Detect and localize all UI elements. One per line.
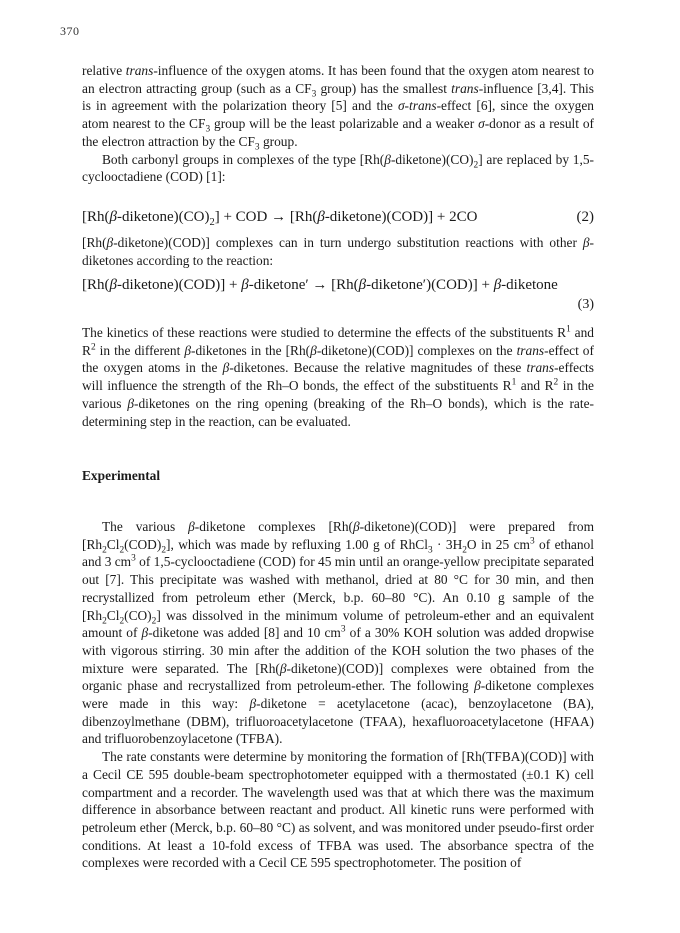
paragraph-preparation: [82, 518, 594, 872]
paragraph-kinetics: [82, 324, 594, 430]
equation-3: [Rh(β-diketone)(COD)] + β-diketone′ → [Rh(β-diketone′)(COD)] + β-diketone: [82, 277, 558, 293]
paragraph-rate-constants: The rate constants were determine by monitoring the formation of [Rh(TFBA)(COD)] with a Cecil CE 595 double-beam spectrophotometer equipped with a thermostated (±0.1 K) cell compartment and a recorder. The wavelength used was that at which there was the maximum difference in absorbance between reactant and product. All kinetic runs were performed with petroleum ether (Merck, b.p. 60–80 °C) as solvent, and was monitored under pseudo-first order conditions. At least a 10-fold excess of TFBA was used. The absorbance spectra of the complexes were recorded with a Cecil CE 595 spectrophotometer. The position of: [82, 749, 594, 871]
paragraph-carbonyl: Both carbonyl groups in complexes of the type $[Rh(\beta-diketone)(CO)_2]$ are replaced by 1,5-cyclooctadiene (COD) [1]:: [82, 151, 594, 185]
paragraph-text: relative trans-influence of the oxygen atoms. It has been found that the oxygen atom nearest to an electron attracting group (such as a $CF_3$ group) has the smallest trans-influence [3,4]. This is in agreement with the polarization theory [5] and the σ-trans-effect [6], since the oxygen atom nearest to the $CF_3$ group will be the least polarizable and a weaker σ-donor as a result of the electron attraction by the $CF_3$ group.: [82, 63, 595, 153]
equation-2: $[Rh(\beta-diketone)(CO)_2]$ + COD → [Rh(β-diketone)(COD)] + 2CO (2): [82, 209, 594, 228]
paragraph-text: The various β-diketone complexes [Rh(β-diketone)(COD)] were prepared from $[Rh_2Cl_2(COD)_2]$, which was made by refluxing 1.00 g of RhCl$_3$ · $3H_2O$ in 25 $cm^3$ of ethanol and 3 $cm^3$ of 1,5-cyclooctadiene (COD) for 45 min until an orange-yellow precipitate separated out [7]. This precipitate was washed with methanol, dried at 80 °C for 30 min, and then recrystallized from petroleum ether (Merck, b.p. 60–80 °C). An 0.10 g sample of the $[Rh_2Cl_2(CO)_2]$ was dissolved in the minimum volume of petroleum-ether and an equivalent amount of β-diketone was added [8] and 10 $cm^3$ of a 30% KOH solution was added dropwise with vigorous stirring. 30 min after the addition of the KOH solution the two phases of the mixture were separated. The [Rh(β-diketone)(COD)] complexes were obtained from the organic phase and recrystallized from petroleum-ether. The following β-diketone complexes were made in this way: β-diketone = acetylacetone (acac), benzoylacetone (BA), dibenzoylmethane (DBM), trifluoroacetylacetone (TFAA), hexafluoroacetylacetone (HFAA) and trifluorobenzoylacetone (TFBA).: [82, 519, 595, 747]
paragraph-text: [Rh(β-diketone)(COD)] complexes can in turn undergo substitution reactions with other β-diketones according to the reaction:: [82, 235, 594, 268]
paragraph-trans-influence: [82, 62, 594, 186]
section-heading: Experimental: [82, 468, 161, 483]
equation-number: (3): [577, 297, 594, 312]
paragraph-text: The kinetics of these reactions were studied to determine the effects of the substituents $R^1$ and $R^2$ in the different β-diketones in the [Rh(β-diketone)(COD)] complexes on the trans-effect of the oxygen atoms in the β-diketones. Because the relative magnitudes of these trans-effects will influence the strength of the Rh–O bonds, the effect of the substituents $R^1$ and $R^2$ in the various β-diketones on the ring opening (breaking of the Rh–O bonds), which is the rate-determining step in the reaction, can be evaluated.: [82, 324, 595, 429]
page-number: 370: [60, 24, 80, 38]
equation-number: (2): [576, 209, 594, 225]
paragraph-substitution: [82, 234, 594, 269]
